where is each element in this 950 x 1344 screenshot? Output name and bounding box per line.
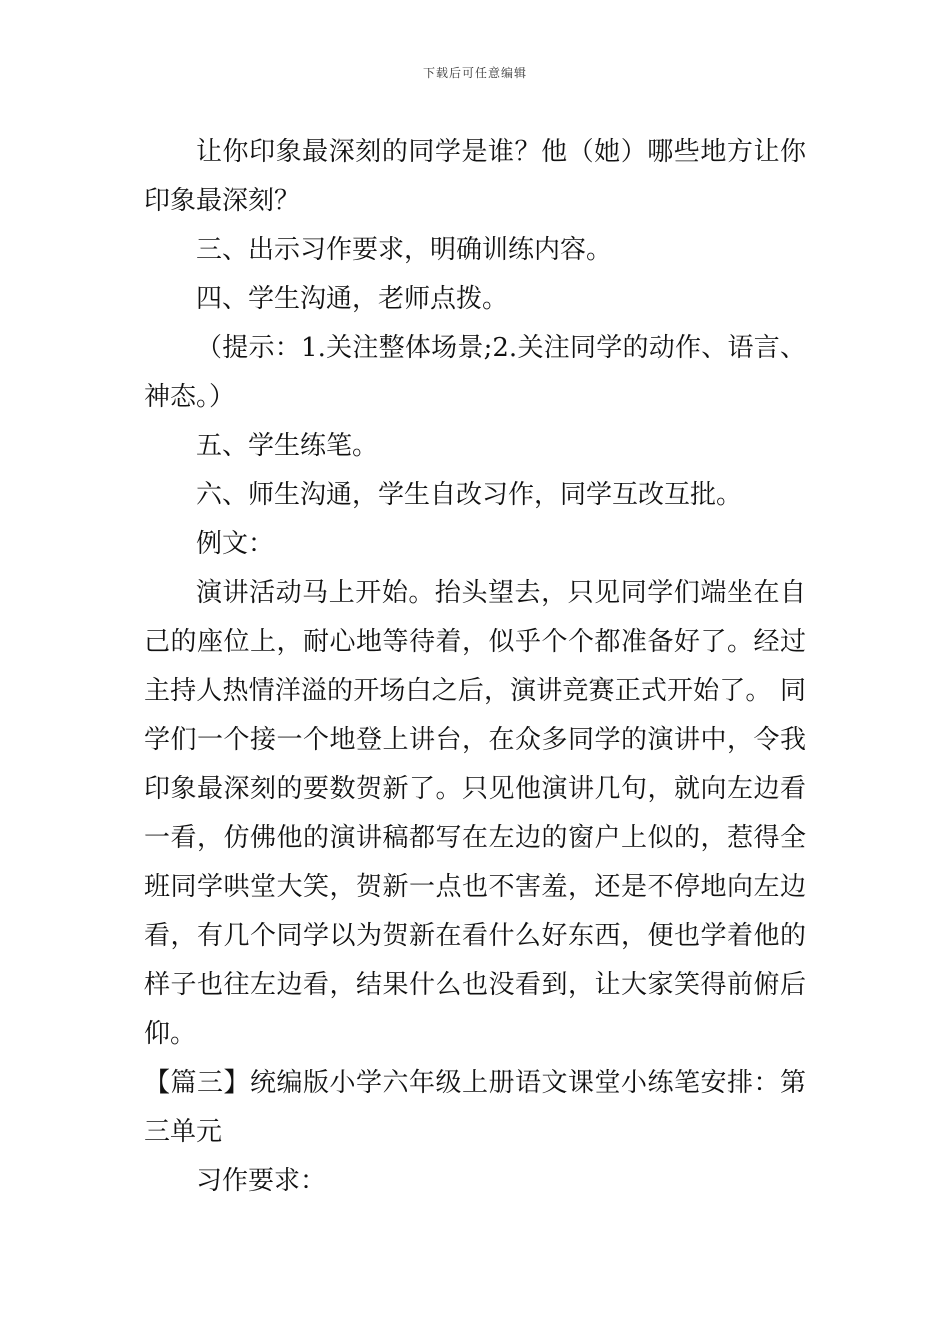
paragraph-hint: （提示：1.关注整体场景;2.关注同学的动作、语言、神态。） — [144, 333, 806, 412]
paragraph-example-label: 例文： — [196, 529, 275, 559]
paragraph-question: 让你印象最深刻的同学是谁？他（她）哪些地方让你印象最深刻？ — [144, 137, 806, 216]
paragraph-step-five: 五、学生练笔。 — [196, 431, 379, 461]
paragraph-step-four: 四、学生沟通，老师点拨。 — [196, 284, 509, 314]
page-header: 下载后可任意编辑 — [422, 66, 527, 80]
paragraph-example-text: 演讲活动马上开始。抬头望去，只见同学们端坐在自己的座位上，耐心地等待着，似乎个个都准备好了。经过主持人热情洋溢的开场白之后，演讲竞赛正式开始了。 同学们一个接一个地登上讲台，在众多同学的演讲中，令我印象最深刻的要数贺新了。只见他演讲几句，就向左边看一看，仿佛他的演讲稿都写在左边的窗户上似的，惹得全班同学哄堂大笑，贺新一点也不害羞，还是不停地向左边看，有几个同学以为贺新在看什么好东西，便也学着他的样子也往左边看，结果什么也没看到，让大家笑得前俯后仰。 — [144, 578, 806, 1049]
paragraph-step-six: 六、师生沟通，学生自改习作，同学互改互批。 — [196, 480, 743, 510]
section-heading: 【篇三】统编版小学六年级上册语文课堂小练笔安排：第三单元 — [144, 1068, 806, 1147]
paragraph-step-three: 三、出示习作要求，明确训练内容。 — [196, 235, 613, 265]
paragraph-requirements-label: 习作要求： — [196, 1166, 327, 1196]
document-body — [144, 128, 806, 1206]
